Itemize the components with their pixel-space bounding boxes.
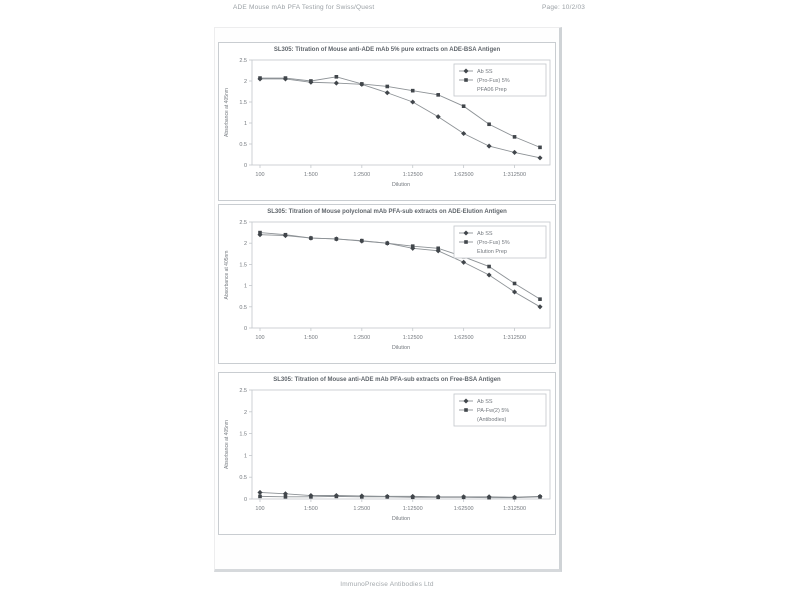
- chart-2-title: SL305: Titration of Mouse polyclonal mAb PFA-sub extracts on ADE-Elution Antigen: [267, 209, 507, 215]
- svg-text:100: 100: [255, 506, 265, 512]
- svg-text:2.5: 2.5: [239, 58, 247, 64]
- svg-text:1:12500: 1:12500: [402, 172, 423, 178]
- svg-text:1:500: 1:500: [304, 506, 318, 512]
- svg-text:1: 1: [243, 453, 247, 460]
- svg-text:1.5: 1.5: [239, 262, 247, 269]
- chart-1-title: SL305: Titration of Mouse anti-ADE mAb 5% pure extracts on ADE-BSA Antigen: [273, 47, 501, 53]
- page-header-left: ADE Mouse mAb PFA Testing for Swiss/Quest: [233, 4, 375, 11]
- chart-1: [218, 42, 556, 201]
- svg-text:1:62500: 1:62500: [453, 506, 474, 512]
- svg-text:PFA06 Prep: PFA06 Prep: [477, 87, 507, 93]
- svg-text:1:2500: 1:2500: [353, 506, 371, 512]
- svg-text:Dilution: Dilution: [391, 345, 411, 351]
- svg-text:Elution Prep: Elution Prep: [477, 249, 507, 255]
- chart-1-svg: [220, 57, 556, 195]
- svg-text:1:500: 1:500: [304, 335, 318, 341]
- svg-text:2.5: 2.5: [239, 220, 247, 226]
- svg-text:1:62500: 1:62500: [453, 335, 474, 341]
- chart-3-svg: [220, 387, 556, 529]
- chart-2: [218, 204, 556, 364]
- svg-text:1:2500: 1:2500: [353, 172, 371, 178]
- svg-text:0: 0: [243, 163, 247, 169]
- page-header-right: Page: 10/2/03: [542, 4, 586, 11]
- svg-text:2.5: 2.5: [239, 388, 247, 394]
- svg-text:2: 2: [243, 241, 247, 248]
- svg-text:1:312500: 1:312500: [503, 172, 527, 178]
- svg-text:(Pro-Fus) 5%: (Pro-Fus) 5%: [477, 240, 510, 246]
- svg-text:1: 1: [243, 283, 247, 290]
- svg-text:2: 2: [243, 409, 247, 416]
- svg-text:1:312500: 1:312500: [503, 506, 527, 512]
- svg-text:Absorbance at 405nm: Absorbance at 405nm: [224, 420, 230, 469]
- svg-text:1:500: 1:500: [304, 172, 318, 178]
- charts-object-frame: [214, 27, 562, 572]
- svg-text:0.5: 0.5: [239, 142, 247, 148]
- svg-text:PA-Fw(2) 5%: PA-Fw(2) 5%: [477, 408, 510, 414]
- svg-text:Absorbance at 405nm: Absorbance at 405nm: [224, 88, 230, 137]
- svg-text:1:2500: 1:2500: [353, 335, 371, 341]
- svg-text:1:312500: 1:312500: [503, 335, 527, 341]
- svg-text:1.5: 1.5: [239, 100, 247, 106]
- svg-text:0: 0: [243, 497, 247, 503]
- svg-text:0: 0: [243, 326, 247, 332]
- svg-text:Ab SS: Ab SS: [477, 399, 493, 405]
- svg-text:1.5: 1.5: [239, 431, 247, 438]
- svg-text:Ab SS: Ab SS: [477, 69, 493, 75]
- svg-text:(Antibodies): (Antibodies): [477, 417, 507, 423]
- svg-text:Ab SS: Ab SS: [477, 231, 493, 237]
- svg-text:0.5: 0.5: [239, 304, 247, 311]
- svg-text:1:62500: 1:62500: [453, 172, 474, 178]
- svg-text:2: 2: [243, 79, 247, 85]
- svg-text:1: 1: [243, 121, 247, 127]
- svg-text:100: 100: [255, 172, 265, 178]
- svg-text:Dilution: Dilution: [391, 516, 411, 522]
- page-footer: ImmunoPrecise Antibodies Ltd: [340, 581, 434, 588]
- svg-text:(Pro-Fus) 5%: (Pro-Fus) 5%: [477, 78, 510, 84]
- svg-text:1:12500: 1:12500: [402, 506, 423, 512]
- svg-text:Absorbance at 405nm: Absorbance at 405nm: [224, 250, 230, 300]
- chart-3: [218, 372, 556, 535]
- svg-text:100: 100: [255, 335, 265, 341]
- chart-3-title: SL305: Titration of Mouse anti-ADE mAb PFA-sub extracts on Free-BSA Antigen: [273, 377, 501, 383]
- svg-text:0.5: 0.5: [239, 475, 247, 482]
- chart-2-svg: [220, 219, 556, 358]
- svg-text:Dilution: Dilution: [391, 182, 411, 188]
- svg-text:1:12500: 1:12500: [402, 335, 423, 341]
